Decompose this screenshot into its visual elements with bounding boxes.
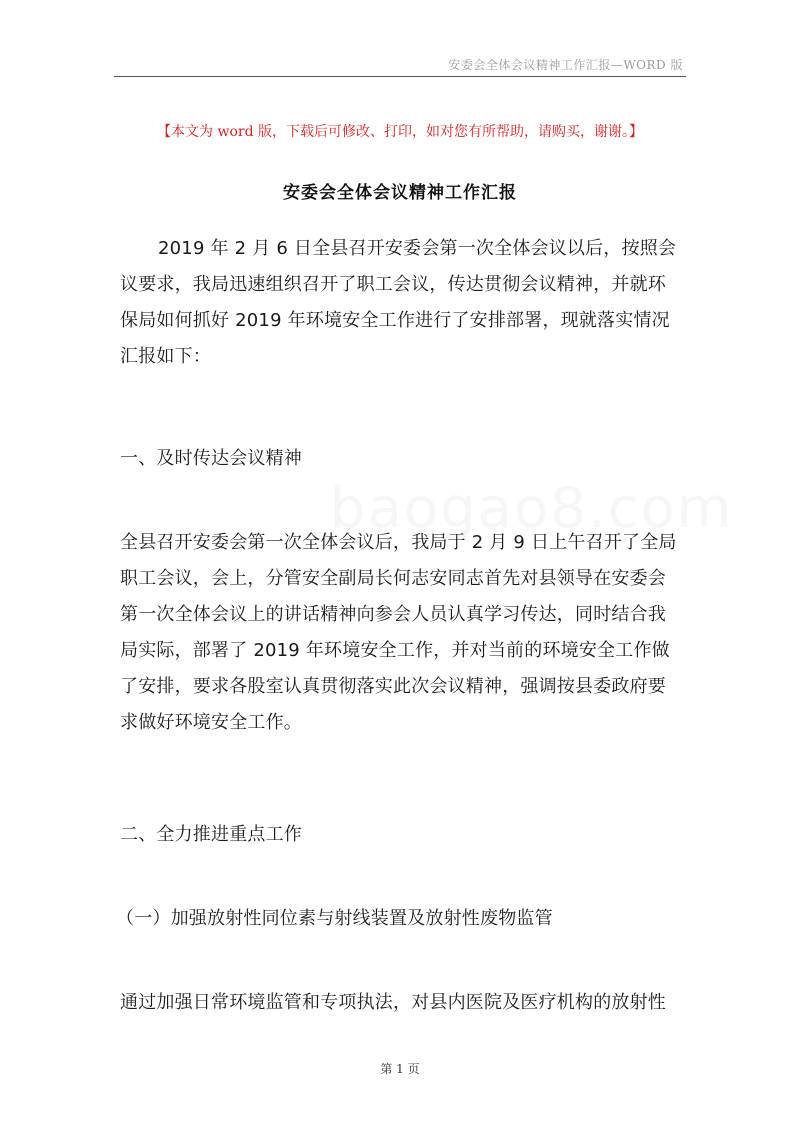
paragraph-line: 局实际，部署了 2019 年环境安全工作，并对当前的环境安全工作做 [120,640,670,661]
header-divider [114,76,686,77]
paragraph-line: 通过加强日常环境监管和专项执法，对县内医院及医疗机构的放射性 [120,992,666,1013]
paragraph-line: 求做好环境安全工作。 [120,712,302,733]
paragraph-line: 汇报如下： [120,346,211,367]
section-heading-1: 一、及时传达会议精神 [120,448,302,469]
download-notice: 【本文为 word 版，下载后可修改、打印，如对您有所帮助，请购买，谢谢。】 [157,124,643,140]
watermark: baogao8.com [330,476,734,541]
paragraph-line: 保局如何抓好 2019 年环境安全工作进行了安排部署，现就落实情况 [120,310,670,331]
paragraph-line: 议要求，我局迅速组织召开了职工会议，传达贯彻会议精神，并就环 [120,274,666,295]
paragraph-line: 全县召开安委会第一次全体会议后，我局于 2 月 9 日上午召开了全局 [120,532,677,553]
page-number: 第 1 页 [380,1062,420,1076]
paragraph-line: 职工会议，会上，分管安全副局长何志安同志首先对县领导在安委会 [120,568,666,589]
section-heading-2: 二、全力推进重点工作 [120,824,302,845]
running-header: 安委会全体会议精神工作汇报—WORD 版 [448,58,683,72]
paragraph-line: 第一次全体会议上的讲话精神向参会人员认真学习传达，同时结合我 [120,604,666,625]
paragraph-subsection-1 [120,985,686,1021]
document-title: 安委会全体会议精神工作汇报 [283,183,517,203]
subsection-heading-1: （一）加强放射性同位素与射线装置及放射性废物监管 [116,908,553,929]
paragraph-intro [120,231,686,375]
paragraph-line: 2019 年 2 月 6 日全县召开安委会第一次全体会议以后，按照会 [158,238,677,259]
paragraph-section-1 [120,525,686,741]
paragraph-line: 了安排，要求各股室认真贯彻落实此次会议精神，强调按县委政府要 [120,676,666,697]
